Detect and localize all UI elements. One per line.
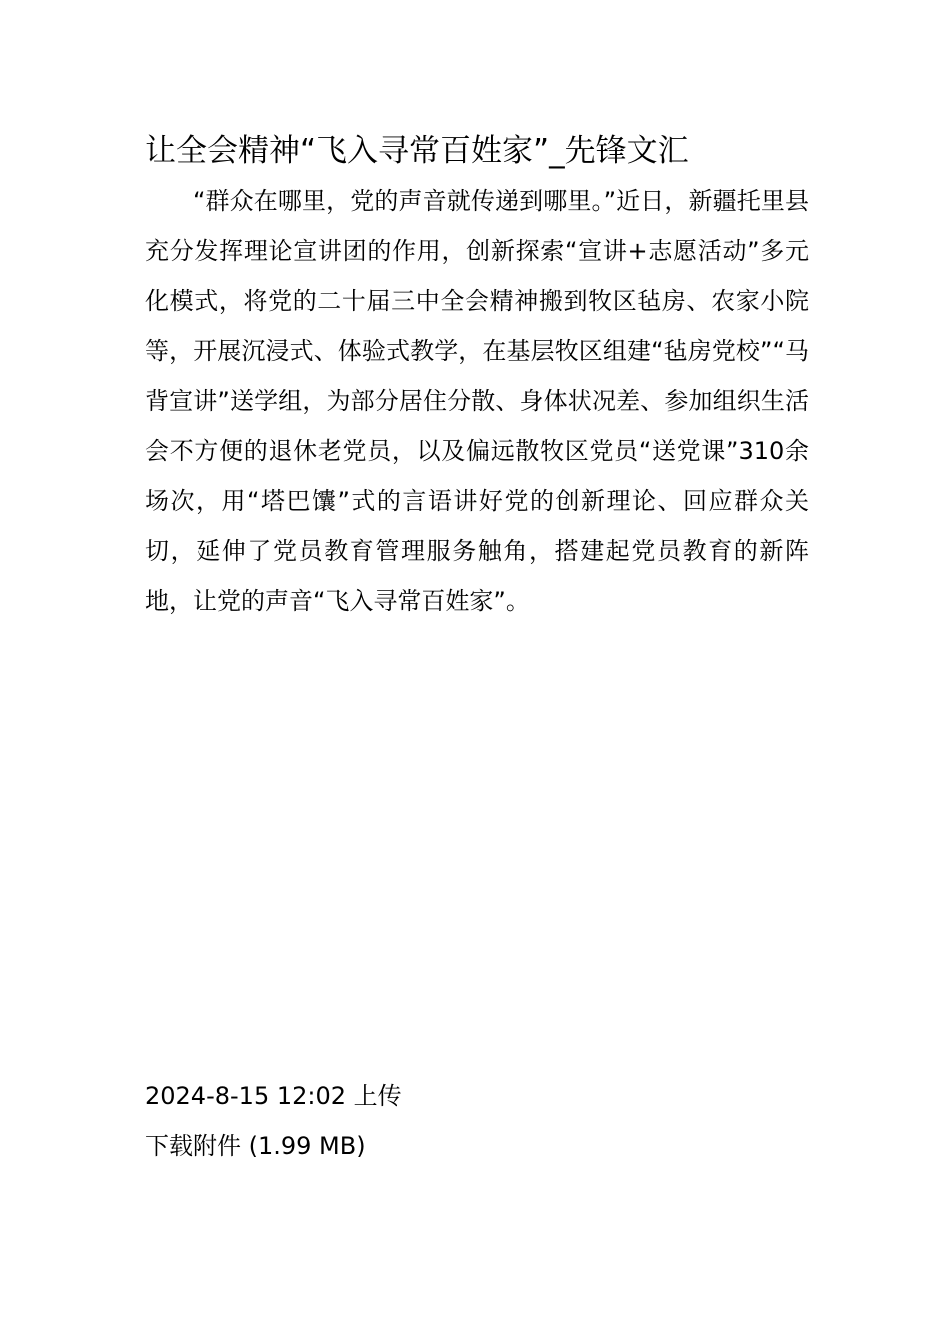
download-attachment-link[interactable]: 下载附件 (1.99 MB) [145, 1132, 366, 1160]
upload-timestamp: 2024-8-15 12:02 上传 [145, 1082, 402, 1110]
article-body [145, 176, 809, 626]
article-title: 让全会精神“飞入寻常百姓家”_先锋文汇 [145, 133, 689, 169]
article-paragraph: “群众在哪里，党的声音就传递到哪里。”近日，新疆托里县充分发挥理论宣讲团的作用，创新探索“宣讲+志愿活动”多元化模式，将党的二十届三中全会精神搬到牧区毡房、农家小院等，开展沉浸式、体验式教学，在基层牧区组建“毡房党校”“马背宣讲”送学组，为部分居住分散、身体状况差、参加组织生活会不方便的退休老党员，以及偏远散牧区党员“送党课”310余场次，用“塔巴馕”式的言语讲好党的创新理论、回应群众关切，延伸了党员教育管理服务触角，搭建起党员教育的新阵地，让党的声音“飞入寻常百姓家”。 [145, 187, 809, 615]
